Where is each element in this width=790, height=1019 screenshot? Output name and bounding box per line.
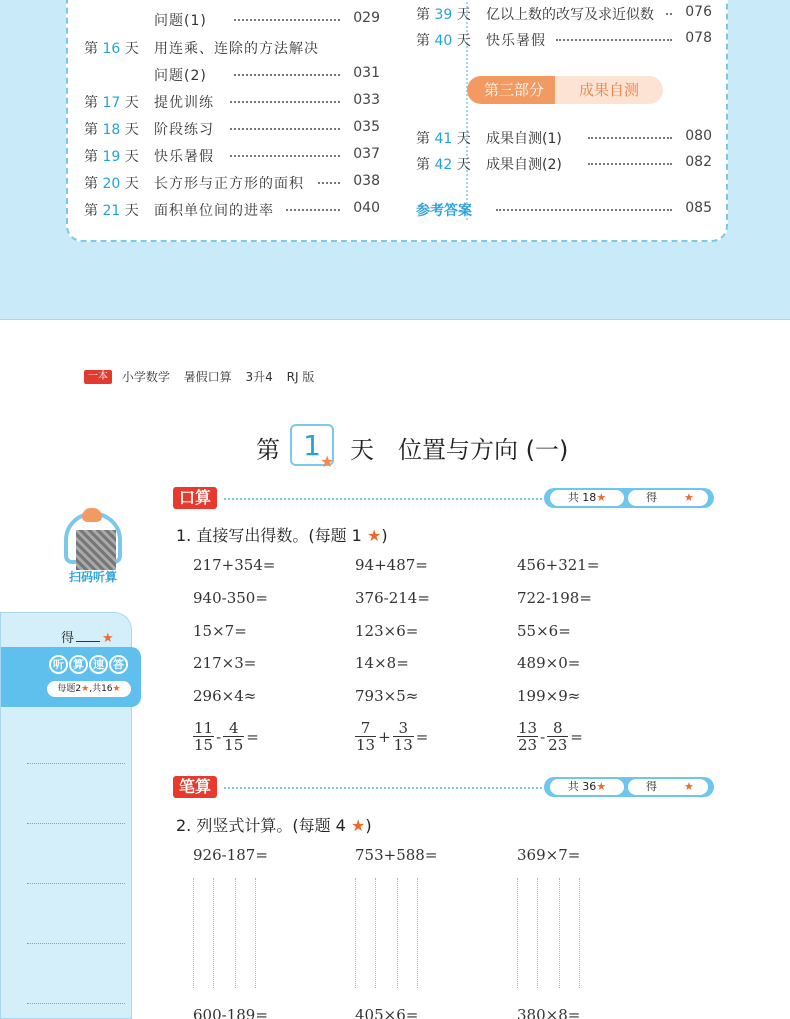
- toc-entry-page: 029: [353, 10, 380, 26]
- toc-entry-page: 040: [353, 200, 380, 216]
- section-tag-mental: 口算: [173, 487, 217, 509]
- answer-line[interactable]: [27, 823, 125, 824]
- vertical-calc-grid[interactable]: [355, 878, 417, 988]
- section-divider: [224, 787, 542, 789]
- part-number: 第三部分: [467, 76, 561, 104]
- toc-entry-page: 082: [685, 154, 712, 170]
- problem: 753+588=: [355, 846, 438, 864]
- toc-answers-entry[interactable]: [416, 200, 712, 220]
- problem: 600-189=: [193, 1006, 268, 1019]
- toc-entry[interactable]: 第 40 天 快乐暑假 078: [416, 30, 712, 49]
- sidebar-panel: [0, 612, 132, 1019]
- problem: 296×4≈: [193, 687, 257, 705]
- star-icon: ★: [596, 780, 607, 793]
- problem: 489×0=: [517, 654, 581, 672]
- section-score-pill: [544, 777, 714, 797]
- part-three-badge: [467, 76, 663, 104]
- answer-line[interactable]: [27, 1003, 125, 1004]
- qr-label: 扫码听算: [68, 570, 117, 584]
- sidebar-score: 得 ★: [61, 631, 114, 646]
- answers-page: 085: [685, 200, 712, 216]
- toc-entry-page: 080: [685, 128, 712, 144]
- vertical-calc-grid[interactable]: [517, 878, 579, 988]
- toc-entry[interactable]: 第 16 天 用连乘、连除的方法解决: [84, 38, 380, 58]
- problem: 15×7=: [193, 622, 247, 640]
- bird-icon: [82, 508, 102, 522]
- toc-entry-title: 亿以上数的改写及求近似数: [486, 7, 654, 23]
- problem: 55×6=: [517, 622, 571, 640]
- book-series: 暑假口算: [183, 370, 232, 384]
- toc-entry[interactable]: 第 17 天 提优训练 033: [84, 92, 380, 111]
- toc-entry[interactable]: 第 41 天 成果自测(1) 080: [416, 128, 712, 147]
- answer-line[interactable]: [27, 763, 125, 764]
- publisher-logo: 一本: [84, 370, 112, 384]
- problem: 94+487=: [355, 556, 428, 574]
- toc-entry-page: 078: [685, 30, 712, 46]
- toc-entry-page: 033: [353, 92, 380, 108]
- toc-entry-page: 037: [353, 146, 380, 162]
- problem: 456+321=: [517, 556, 600, 574]
- toc-entry[interactable]: [84, 10, 380, 30]
- book-header: [84, 368, 324, 386]
- qr-code-widget[interactable]: [60, 508, 126, 584]
- problem: 376-214=: [355, 589, 430, 607]
- toc-entry-title: 快乐暑假: [154, 149, 214, 165]
- fraction-problem: $\frac{13}{23}$ - $\frac{8}{23}$ =: [518, 719, 583, 754]
- qr-code-icon: [76, 530, 116, 570]
- problem: 369×7=: [517, 846, 581, 864]
- toc-entry[interactable]: 第 42 天 成果自测(2) 082: [416, 154, 712, 173]
- toc-entry-title: 用连乘、连除的方法解决: [154, 41, 319, 57]
- toc-entry[interactable]: 第 18 天 阶段练习 035: [84, 119, 380, 138]
- fraction-problem: $\frac{7}{13}$ + $\frac{3}{13}$ =: [356, 719, 429, 754]
- day-topic: 位置与方向 (一): [398, 436, 569, 464]
- problem: 940-350=: [193, 589, 268, 607]
- star-icon: ★: [102, 631, 114, 646]
- toc-entry-page: 076: [685, 4, 712, 20]
- toc-panel: [0, 0, 790, 320]
- problem: 217×3=: [193, 654, 257, 672]
- answer-line[interactable]: [27, 943, 125, 944]
- problem: 722-198=: [517, 589, 592, 607]
- problem: 793×5≈: [355, 687, 419, 705]
- book-edition: RJ 版: [286, 370, 315, 384]
- toc-entry-title: 长方形与正方形的面积: [154, 176, 304, 192]
- toc-entry-title: 问题(2): [154, 68, 207, 84]
- toc-entry-title: 成果自测(2): [486, 157, 562, 173]
- problem: 380×8=: [517, 1006, 581, 1019]
- question-title: 1. 直接写出得数。(每题 1 ★): [176, 526, 388, 545]
- problem: 199×9≈: [517, 687, 581, 705]
- earned-points[interactable]: 得 ★: [628, 490, 708, 506]
- toc-entry[interactable]: 第 21 天 面积单位间的进率 040: [84, 200, 380, 219]
- toc-entry-title: 提优训练: [154, 95, 214, 111]
- day-number-box: 1: [290, 424, 334, 466]
- star-icon: ★: [361, 526, 382, 545]
- earned-points[interactable]: 得 ★: [628, 779, 708, 795]
- star-icon: ★: [684, 491, 694, 504]
- fraction-problem: $\frac{11}{15}$ - $\frac{4}{15}$ =: [194, 719, 259, 754]
- toc-entry[interactable]: 第 20 天 长方形与正方形的面积 038: [84, 173, 380, 192]
- problem: 926-187=: [193, 846, 268, 864]
- toc-entry-page: 038: [353, 173, 380, 189]
- star-icon: ★: [345, 816, 366, 835]
- section-divider: [224, 498, 542, 500]
- toc-entry[interactable]: 第 39 天 亿以上数的改写及求近似数 076: [416, 4, 712, 23]
- total-points: 共 36★: [550, 779, 624, 795]
- book-grade: 3升4: [245, 370, 273, 384]
- listen-quick-answer-banner: 听 算 速 答 每题2★,共16★: [1, 647, 141, 707]
- problem: 14×8=: [355, 654, 409, 672]
- problem: 405×6=: [355, 1006, 419, 1019]
- total-points: 共 18★: [550, 490, 624, 506]
- score-blank[interactable]: [76, 641, 100, 642]
- toc-entry[interactable]: 第 19 天 快乐暑假 037: [84, 146, 380, 165]
- answer-line[interactable]: [27, 883, 125, 884]
- toc-entry[interactable]: [84, 65, 380, 85]
- problem: 123×6=: [355, 622, 419, 640]
- star-icon: ★: [320, 452, 335, 471]
- toc-entry-title: 阶段练习: [154, 122, 214, 138]
- star-icon: ★: [596, 491, 607, 504]
- vertical-calc-grid[interactable]: [193, 878, 255, 988]
- toc-entry-page: 035: [353, 119, 380, 135]
- book-subject: 小学数学: [121, 370, 170, 384]
- section-score-pill: [544, 488, 714, 508]
- answers-label: 参考答案: [416, 203, 472, 219]
- toc-entry-title: 成果自测(1): [486, 131, 562, 147]
- question-title: 2. 列竖式计算。(每题 4 ★): [176, 816, 372, 835]
- problem: 217+354=: [193, 556, 276, 574]
- part-name: 成果自测: [555, 76, 663, 104]
- toc-entry-title: 面积单位间的进率: [154, 203, 274, 219]
- toc-entry-title: 快乐暑假: [486, 33, 546, 49]
- banner-points: 每题2★,共16★: [47, 681, 131, 697]
- star-icon: ★: [684, 780, 694, 793]
- section-tag-written: 笔算: [173, 776, 217, 798]
- toc-entry-title: 问题(1): [154, 13, 207, 29]
- toc-entry-page: 031: [353, 65, 380, 81]
